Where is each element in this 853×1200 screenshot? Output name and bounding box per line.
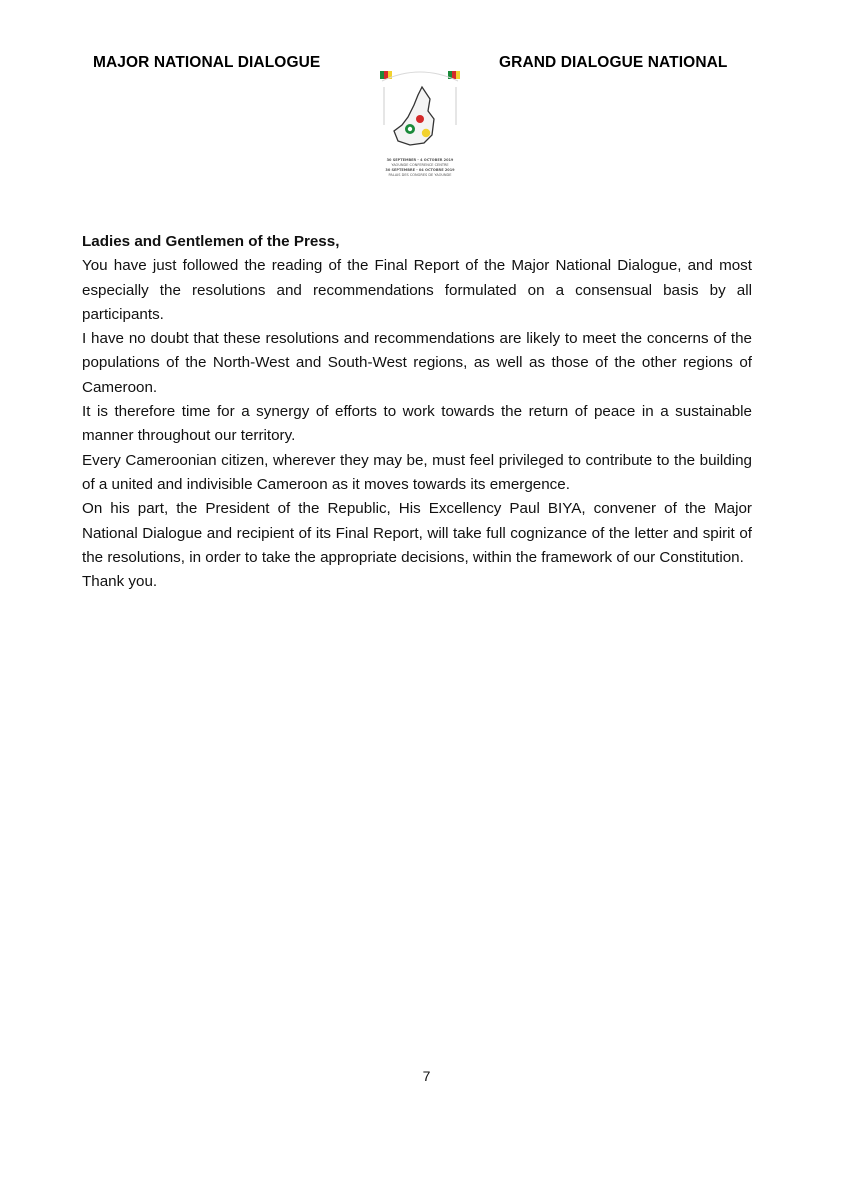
paragraph-synergy: It is therefore time for a synergy of efforts to work towards the return of peace in a sustainable manner throughout our territory. (82, 403, 752, 445)
closing-line: Thank you. (82, 573, 158, 591)
salutation: Ladies and Gentlemen of the Press, (82, 233, 340, 250)
paragraph-president: On his part, the President of the Republic, His Excellency Paul BIYA, convener of the Major National Dialogue and recipient of its Final Report, will take full cognizance of the letter and spirit of the resolutions, in order to take the appropriate decisions, within the framework of our Constitution. (82, 500, 752, 566)
header-right-title: GRAND DIALOGUE NATIONAL (499, 54, 728, 71)
cameroon-map-logo-icon (370, 65, 470, 185)
logo-caption-line-1: 30 SEPTEMBER - 4 OCTOBER 2019 (386, 158, 454, 162)
header-left-title: MAJOR NATIONAL DIALOGUE (93, 54, 321, 71)
logo-caption-line-4: PALAIS DES CONGRES DE YAOUNDE (388, 173, 452, 177)
logo-caption-line-2: YAOUNDE CONFERENCE CENTRE (391, 163, 449, 167)
paragraph-resolutions: I have no doubt that these resolutions and recommendations are likely to meet the concerns of the populations of the North-West and South-West regions, as well as those of the other regions of Cameroon. (82, 330, 752, 396)
logo-caption-line-3: 30 SEPTEMBRE - 04 OCTOBRE 2019 (385, 168, 455, 172)
document-body (82, 230, 752, 594)
paragraph-final-report: You have just followed the reading of the Final Report of the Major National Dialogue, and most especially the resolutions and recommendations formulated on a consensual basis by all participants. (82, 257, 752, 323)
paragraph-citizens: Every Cameroonian citizen, wherever they may be, must feel privileged to contribute to the building of a united and indivisible Cameroon as it moves towards its emergence. (82, 451, 752, 493)
page-number: 7 (422, 1068, 431, 1084)
